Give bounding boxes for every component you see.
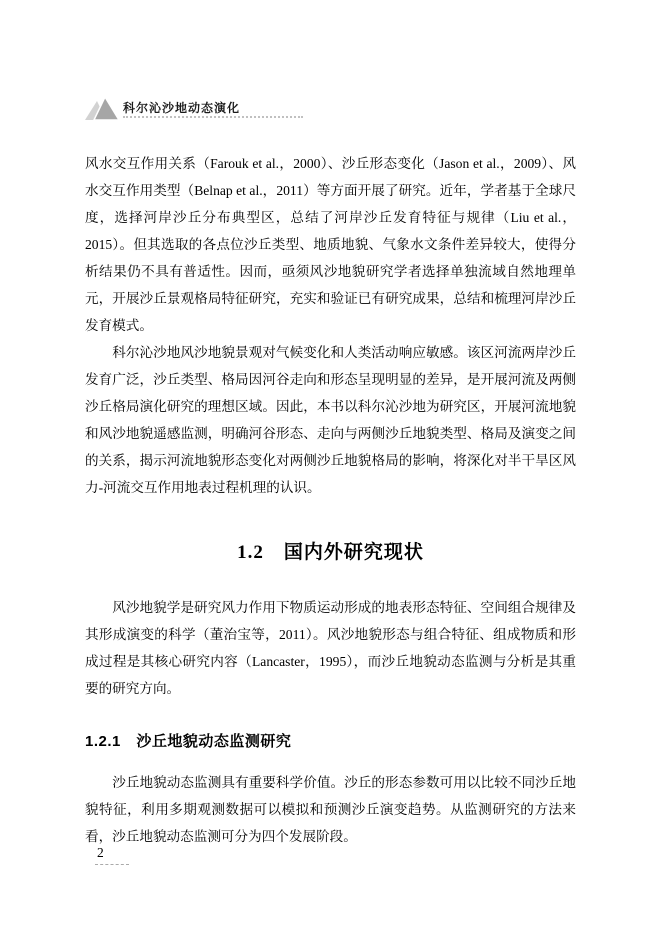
body-paragraph-4: 沙丘地貌动态监测具有重要科学价值。沙丘的形态参数可用以比较不同沙丘地貌特征，利用多期观测数据可以模拟和预测沙丘演变趋势。从监测研究的方法来看，沙丘地貌动态监测可分为四个发展阶段。 <box>85 775 576 844</box>
body-paragraph-3: 风沙地貌学是研究风力作用下物质运动形成的地表形态特征、空间组合规律及其形成演变的科学（董治宝等，2011）。风沙地貌形态与组合特征、组成物质和形成过程是其核心研究内容（Lancaster，1995），而沙丘地貌动态监测与分析是其重要的研究方向。 <box>85 600 576 696</box>
page-footer <box>95 845 155 865</box>
running-head-title: 科尔沁沙地动态演化 <box>123 101 241 115</box>
body-paragraph-2: 科尔沁沙地风沙地貌景观对气候变化和人类活动响应敏感。该区河流两岸沙丘发育广泛，沙丘类型、格局因河谷走向和形态呈现明显的差异，是开展河流及两侧沙丘格局演化研究的理想区域。因此，本书以科尔沁沙地为研究区，开展河流地貌和风沙地貌遥感监测，明确河谷形态、走向与两侧沙丘地貌类型、格局及演变之间的关系，揭示河流地貌形态变化对两侧沙丘地貌格局的影响，将深化对半干旱区风力-河流交互作用地表过程机理的认识。 <box>85 345 576 495</box>
page-content <box>85 150 576 850</box>
section-heading: 1.2 国内外研究现状 <box>237 542 424 563</box>
footer-dotted-rule <box>95 864 129 865</box>
header-dotted-rule <box>123 116 303 118</box>
page-number: 2 <box>97 845 104 860</box>
body-paragraph-1: 风水交互作用关系（Farouk et al.，2000）、沙丘形态变化（Jason et al.，2009）、风水交互作用类型（Belnap et al.，2011）等方面开展了研究。近年，学者基于全球尺度，选择河岸沙丘分布典型区，总结了河岸沙丘发育特征与规律（Liu et al.，2015）。但其选取的各点位沙丘类型、地质地貌、气象水文条件差异较大，使得分析结果仍不具有普适性。因而，亟须风沙地貌研究学者选择单独流域自然地理单元，开展沙丘景观格局特征研究，充实和验证已有研究成果，总结和梳理河岸沙丘发育模式。 <box>85 156 576 333</box>
subsection-heading: 1.2.1 沙丘地貌动态监测研究 <box>85 733 292 750</box>
mountain-logo-icon <box>85 96 119 120</box>
page-header <box>85 96 575 124</box>
